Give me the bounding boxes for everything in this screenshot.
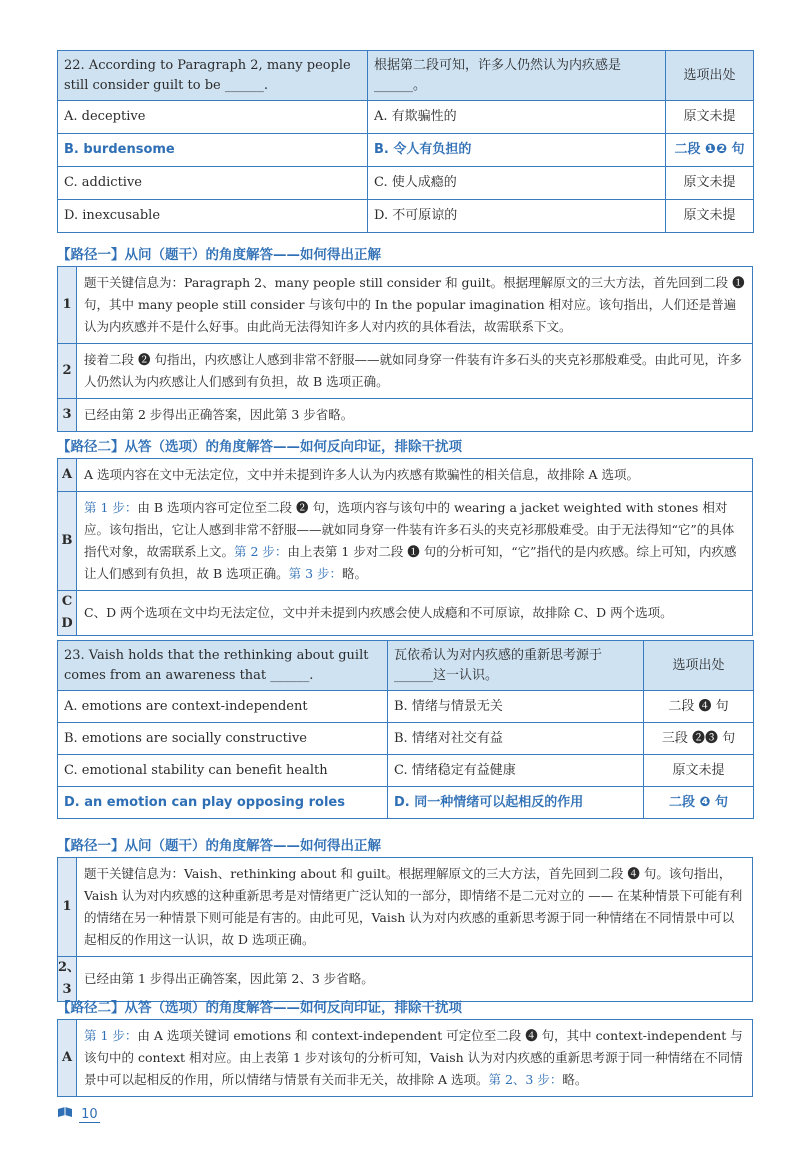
q22-path2-steps xyxy=(57,458,753,636)
q23-path1-steps-block xyxy=(57,857,753,1002)
option-source: 二段 ❶❷ 句 xyxy=(666,134,754,167)
option-source: 二段 ❹ 句 xyxy=(644,691,754,723)
option-zh: B. 令人有负担的 xyxy=(368,134,666,167)
q23-options-table xyxy=(57,640,754,819)
option-en: B. burdensome xyxy=(58,134,368,167)
step-marker: 第 3 步： xyxy=(288,566,343,581)
q22-path2-steps-block xyxy=(57,458,753,636)
step-label: 3 xyxy=(58,399,77,432)
step-label: 2 xyxy=(58,344,77,399)
q23-option-d-row xyxy=(58,787,754,819)
option-analysis: A 选项内容在文中无法定位，文中并未提到许多人认为内疚感有欺骗性的相关信息，故排除 A 选项。 xyxy=(77,459,753,492)
q22-question-en: 22. According to Paragraph 2, many people still consider guilt to be ______. xyxy=(58,51,368,101)
step-text: 略。 xyxy=(342,566,368,581)
option-en: D. inexcusable xyxy=(58,200,368,233)
q22-option-a-row xyxy=(58,101,754,134)
q22-path1-steps-block xyxy=(57,266,753,432)
step-row xyxy=(58,858,753,957)
q23-source-header: 选项出处 xyxy=(644,641,754,691)
step-row xyxy=(58,957,753,1002)
option-source: 原文未提 xyxy=(666,200,754,233)
step-text: 已经由第 1 步得出正确答案，因此第 2、3 步省略。 xyxy=(77,957,753,1002)
q23-path2-steps-block xyxy=(57,1019,753,1097)
q23-path1-steps xyxy=(57,857,753,1002)
option-source: 原文未提 xyxy=(666,167,754,200)
q23-question-en: 23. Vaish holds that the rethinking about guilt comes from an awareness that ______. xyxy=(58,641,388,691)
option-zh: D. 同一种情绪可以起相反的作用 xyxy=(388,787,644,819)
page-footer xyxy=(57,1106,100,1122)
option-en: A. emotions are context-independent xyxy=(58,691,388,723)
q22-options-table-block xyxy=(57,50,753,233)
q22-path2-title: 【路径二】从答（选项）的角度解答——如何反向印证，排除干扰项 xyxy=(57,439,462,455)
option-en: C. addictive xyxy=(58,167,368,200)
option-source: 原文未提 xyxy=(644,755,754,787)
q22-option-d-row xyxy=(58,200,754,233)
option-label: A xyxy=(58,1020,77,1097)
option-analysis-row xyxy=(58,492,753,591)
q22-option-c-row xyxy=(58,167,754,200)
step-text: 由上表第 1 步对二段 ❶ 句的分析可知，“它”指代的是内疚感。综上可知，内疚感让人们感到有负担，故 B 选项正确。 xyxy=(84,544,737,581)
step-text: 题干关键信息为：Vaish、rethinking about 和 guilt。根据理解原文的三大方法，首先回到二段 ❹ 句。该句指出，Vaish 认为对内疚感的这种重新思考是对情绪更广泛认知的一部分，即情绪不是二元对立的 —— 在某种情景下可能有利的情绪在另一种情景下则可能是有害的。由此可见，Vaish 认为对内疚感的重新思考源于同一种情绪在不同情景中可以起相反的作用这一认识，故 D 选项正确。 xyxy=(77,858,753,957)
step-marker: 第 2 步： xyxy=(234,544,288,559)
option-en: C. emotional stability can benefit health xyxy=(58,755,388,787)
option-zh: A. 有欺骗性的 xyxy=(368,101,666,134)
step-row xyxy=(58,344,753,399)
step-text: 接着二段 ❷ 句指出，内疚感让人感到非常不舒服——就如同身穿一件装有许多石头的夹克衫那般难受。由此可见，许多人仍然认为内疚感让人们感到有负担，故 B 选项正确。 xyxy=(77,344,753,399)
option-zh: B. 情绪与情景无关 xyxy=(388,691,644,723)
q23-option-a-row xyxy=(58,691,754,723)
option-zh: D. 不可原谅的 xyxy=(368,200,666,233)
step-row xyxy=(58,399,753,432)
q23-path2-steps xyxy=(57,1019,753,1097)
book-icon xyxy=(57,1107,77,1122)
step-marker: 第 1 步： xyxy=(84,500,138,515)
option-analysis xyxy=(77,492,753,591)
option-label: C D xyxy=(58,591,77,636)
option-source: 二段 ❹ 句 xyxy=(644,787,754,819)
option-analysis-row xyxy=(58,459,753,492)
step-text: 由 A 选项关键词 emotions 和 context-independent 可定位至二段 ❹ 句，其中 context-independent 与该句中的 context 相对应。由上表第 1 步对该句的分析可知，Vaish 认为对内疚感的重新思考源于同一种情绪在不同情景中可以起相反的作用，所以情绪与情景有关而非无关，故排除 A 选项。 xyxy=(84,1028,743,1087)
q23-path1-title: 【路径一】从问（题干）的角度解答——如何得出正解 xyxy=(57,838,381,854)
step-text: 题干关键信息为：Paragraph 2、many people still consider 和 guilt。根据理解原文的三大方法，首先回到二段 ❶ 句，其中 many people still consider 与该句中的 In the popular imagination 相对应。该句指出，人们还是普遍认为内疚感并不是什么好事。由此尚无法得知许多人对内疚的具体看法，故需联系下文。 xyxy=(77,267,753,344)
option-label: A xyxy=(58,459,77,492)
q22-options-table xyxy=(57,50,754,233)
step-text: 略。 xyxy=(562,1072,588,1087)
q23-path2-title: 【路径二】从答（选项）的角度解答——如何反向印证，排除干扰项 xyxy=(57,1000,462,1016)
option-source: 三段 ❷❸ 句 xyxy=(644,723,754,755)
option-en: B. emotions are socially constructive xyxy=(58,723,388,755)
q22-table-header xyxy=(58,51,754,101)
option-zh: C. 使人成瘾的 xyxy=(368,167,666,200)
step-text: 由 B 选项内容可定位至二段 ❷ 句，选项内容与该句中的 wearing a jacket weighted with stones 相对应。该句指出，它让人感到非常不舒服——就如同身穿一件装有许多石头的夹克衫那般难受。由于无法得知“它”的具体指代对象，故需联系上文。 xyxy=(84,500,735,559)
step-label: 2、3 xyxy=(58,957,77,1002)
option-en: A. deceptive xyxy=(58,101,368,134)
q23-option-b-row xyxy=(58,723,754,755)
option-analysis: C、D 两个选项在文中均无法定位，文中并未提到内疚感会使人成瘾和不可原谅，故排除 C、D 两个选项。 xyxy=(77,591,753,636)
q23-option-c-row xyxy=(58,755,754,787)
option-analysis xyxy=(77,1020,753,1097)
option-zh: C. 情绪稳定有益健康 xyxy=(388,755,644,787)
option-source: 原文未提 xyxy=(666,101,754,134)
page-number: 10 xyxy=(81,1107,98,1122)
q23-question-zh: 瓦依希认为对内疚感的重新思考源于______这一认识。 xyxy=(388,641,644,691)
q22-path1-title: 【路径一】从问（题干）的角度解答——如何得出正解 xyxy=(57,247,381,263)
q23-options-table-block xyxy=(57,640,753,819)
option-label: B xyxy=(58,492,77,591)
q22-source-header: 选项出处 xyxy=(666,51,754,101)
step-label: 1 xyxy=(58,267,77,344)
option-en: D. an emotion can play opposing roles xyxy=(58,787,388,819)
option-analysis-row xyxy=(58,591,753,636)
option-zh: B. 情绪对社交有益 xyxy=(388,723,644,755)
option-analysis-row xyxy=(58,1020,753,1097)
step-text: 已经由第 2 步得出正确答案，因此第 3 步省略。 xyxy=(77,399,753,432)
q22-question-zh: 根据第二段可知，许多人仍然认为内疚感是______。 xyxy=(368,51,666,101)
step-marker: 第 2、3 步： xyxy=(488,1072,563,1087)
step-marker: 第 1 步： xyxy=(84,1028,138,1043)
q23-table-header xyxy=(58,641,754,691)
step-row xyxy=(58,267,753,344)
step-label: 1 xyxy=(58,858,77,957)
q22-option-b-row xyxy=(58,134,754,167)
q22-path1-steps xyxy=(57,266,753,432)
